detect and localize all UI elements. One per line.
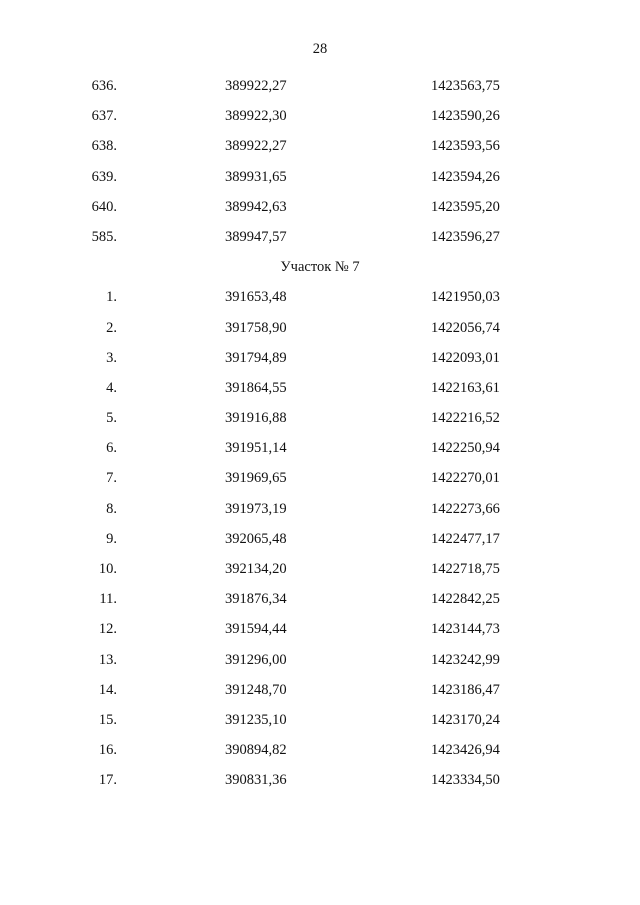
table-row	[0, 410, 640, 440]
x-coordinate: 391876,34	[225, 591, 287, 608]
table-row	[0, 621, 640, 651]
coordinates-table	[0, 78, 640, 803]
y-coordinate: 1423563,75	[431, 78, 500, 94]
point-number: 585.	[91, 228, 117, 245]
y-coordinate: 1423596,27	[431, 228, 500, 245]
point-number: 639.	[91, 168, 117, 185]
x-coordinate: 390831,36	[225, 772, 287, 789]
point-number: 3.	[106, 349, 117, 366]
table-row	[0, 169, 640, 199]
y-coordinate: 1422163,61	[431, 379, 500, 396]
y-coordinate: 1423593,56	[431, 138, 500, 155]
x-coordinate: 389922,30	[225, 108, 287, 125]
point-number: 10.	[98, 561, 117, 577]
y-coordinate: 1423242,99	[431, 651, 500, 668]
table-row	[0, 470, 640, 500]
x-coordinate: 389942,63	[225, 198, 287, 215]
y-coordinate: 1423186,47	[431, 681, 500, 698]
table-row	[0, 138, 640, 168]
x-coordinate: 391969,65	[225, 470, 287, 487]
x-coordinate: 391794,89	[225, 349, 287, 366]
point-number: 8.	[106, 500, 117, 517]
table-row	[0, 772, 640, 802]
y-coordinate: 1422842,25	[431, 591, 500, 608]
table-row	[0, 320, 640, 350]
table-row	[0, 78, 640, 108]
y-coordinate: 1422477,17	[431, 530, 500, 547]
section-title: Участок № 7	[280, 259, 360, 276]
x-coordinate: 391653,48	[225, 289, 287, 306]
table-row	[0, 531, 640, 561]
x-coordinate: 391864,55	[225, 379, 287, 396]
table-row	[0, 350, 640, 380]
point-number: 16.	[98, 742, 117, 759]
x-coordinate: 391594,44	[225, 621, 287, 638]
table-row	[0, 561, 640, 591]
y-coordinate: 1423334,50	[431, 772, 500, 789]
x-coordinate: 392134,20	[225, 561, 287, 577]
table-row	[0, 501, 640, 531]
point-number: 637.	[91, 108, 117, 125]
rows-before-group	[0, 78, 640, 259]
point-number: 6.	[106, 440, 117, 457]
point-number: 14.	[98, 681, 117, 698]
y-coordinate: 1422216,52	[431, 410, 500, 427]
table-row	[0, 199, 640, 229]
y-coordinate: 1422718,75	[431, 561, 500, 577]
point-number: 12.	[98, 621, 117, 638]
x-coordinate: 392065,48	[225, 530, 287, 547]
x-coordinate: 391248,70	[225, 681, 287, 698]
x-coordinate: 390894,82	[225, 742, 287, 759]
y-coordinate: 1422270,01	[431, 470, 500, 487]
y-coordinate: 1423144,73	[431, 621, 500, 638]
point-number: 13.	[98, 651, 117, 668]
x-coordinate: 391296,00	[225, 651, 287, 668]
page-number: 28	[312, 41, 328, 57]
x-coordinate: 389922,27	[225, 138, 287, 155]
point-number: 638.	[91, 138, 117, 155]
point-number: 640.	[91, 198, 117, 215]
y-coordinate: 1422056,74	[431, 319, 500, 336]
table-row	[0, 289, 640, 319]
table-row	[0, 712, 640, 742]
x-coordinate: 391973,19	[225, 500, 287, 517]
x-coordinate: 391916,88	[225, 410, 287, 427]
x-coordinate: 391951,14	[225, 440, 287, 457]
table-row	[0, 108, 640, 138]
table-row	[0, 682, 640, 712]
point-number: 11.	[99, 591, 117, 608]
table-row	[0, 591, 640, 621]
point-number: 1.	[106, 289, 117, 306]
y-coordinate: 1423594,26	[431, 168, 500, 185]
table-row	[0, 440, 640, 470]
x-coordinate: 389947,57	[225, 228, 287, 245]
point-number: 636.	[91, 78, 117, 94]
rows-after-group	[0, 289, 640, 802]
x-coordinate: 391235,10	[225, 711, 287, 728]
table-row	[0, 380, 640, 410]
point-number: 17.	[98, 772, 117, 789]
point-number: 9.	[106, 530, 117, 547]
y-coordinate: 1422250,94	[431, 440, 500, 457]
table-row	[0, 652, 640, 682]
y-coordinate: 1423426,94	[431, 742, 500, 759]
y-coordinate: 1421950,03	[431, 289, 500, 306]
y-coordinate: 1423170,24	[431, 711, 500, 728]
point-number: 15.	[98, 711, 117, 728]
x-coordinate: 391758,90	[225, 319, 287, 336]
y-coordinate: 1423595,20	[431, 198, 500, 215]
y-coordinate: 1422093,01	[431, 349, 500, 366]
point-number: 5.	[106, 410, 117, 427]
y-coordinate: 1422273,66	[431, 500, 500, 517]
point-number: 2.	[106, 319, 117, 336]
table-row	[0, 742, 640, 772]
x-coordinate: 389922,27	[225, 78, 287, 94]
table-row	[0, 229, 640, 259]
x-coordinate: 389931,65	[225, 168, 287, 185]
point-number: 4.	[106, 379, 117, 396]
y-coordinate: 1423590,26	[431, 108, 500, 125]
point-number: 7.	[106, 470, 117, 487]
